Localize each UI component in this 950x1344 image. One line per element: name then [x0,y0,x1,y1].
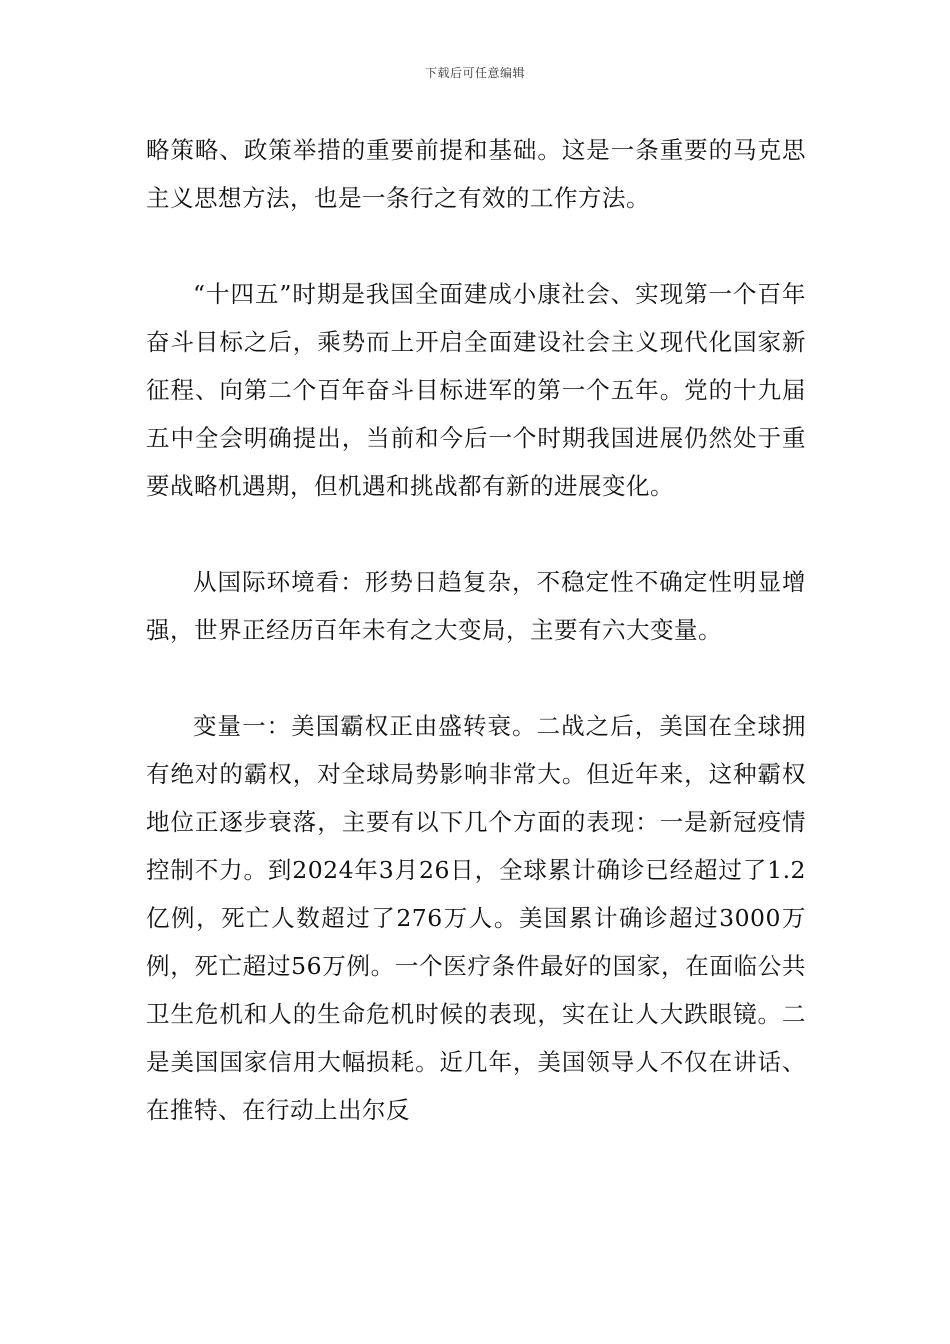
document-body [146,126,806,1134]
paragraph-continuation: 略策略、政策举措的重要前提和基础。这是一条重要的马克思主义思想方法，也是一条行之有效的工作方法。 [146,136,806,212]
paragraph-fourteenth-five-year: “十四五”时期是我国全面建成小康社会、实现第一个百年奋斗目标之后，乘势而上开启全面建设社会主义现代化国家新征程、向第二个百年奋斗目标进军的第一个五年。党的十九届五中全会明确提出，当前和今后一个时期我国进展仍然处于重要战略机遇期，但机遇和挑战都有新的进展变化。 [146,280,806,500]
page-header: 下载后可任意编辑 [424,66,525,80]
paragraph-variable-one: 变量一：美国霸权正由盛转衰。二战之后，美国在全球拥有绝对的霸权，对全球局势影响非常大。但近年来，这种霸权地位正逐步衰落，主要有以下几个方面的表现：一是新冠疫情控制不力。到2024年3月26日，全球累计确诊已经超过了1.2亿例，死亡人数超过了276万人。美国累计确诊超过3000万例，死亡超过56万例。一个医疗条件最好的国家，在面临公共卫生危机和人的生命危机时候的表现，实在让人大跌眼镜。二是美国国家信用大幅损耗。近几年，美国领导人不仅在讲话、在推特、在行动上出尔反 [146,712,806,1124]
paragraph-international-environment: 从国际环境看：形势日趋复杂，不稳定性不确定性明显增强，世界正经历百年未有之大变局，主要有六大变量。 [146,568,806,644]
